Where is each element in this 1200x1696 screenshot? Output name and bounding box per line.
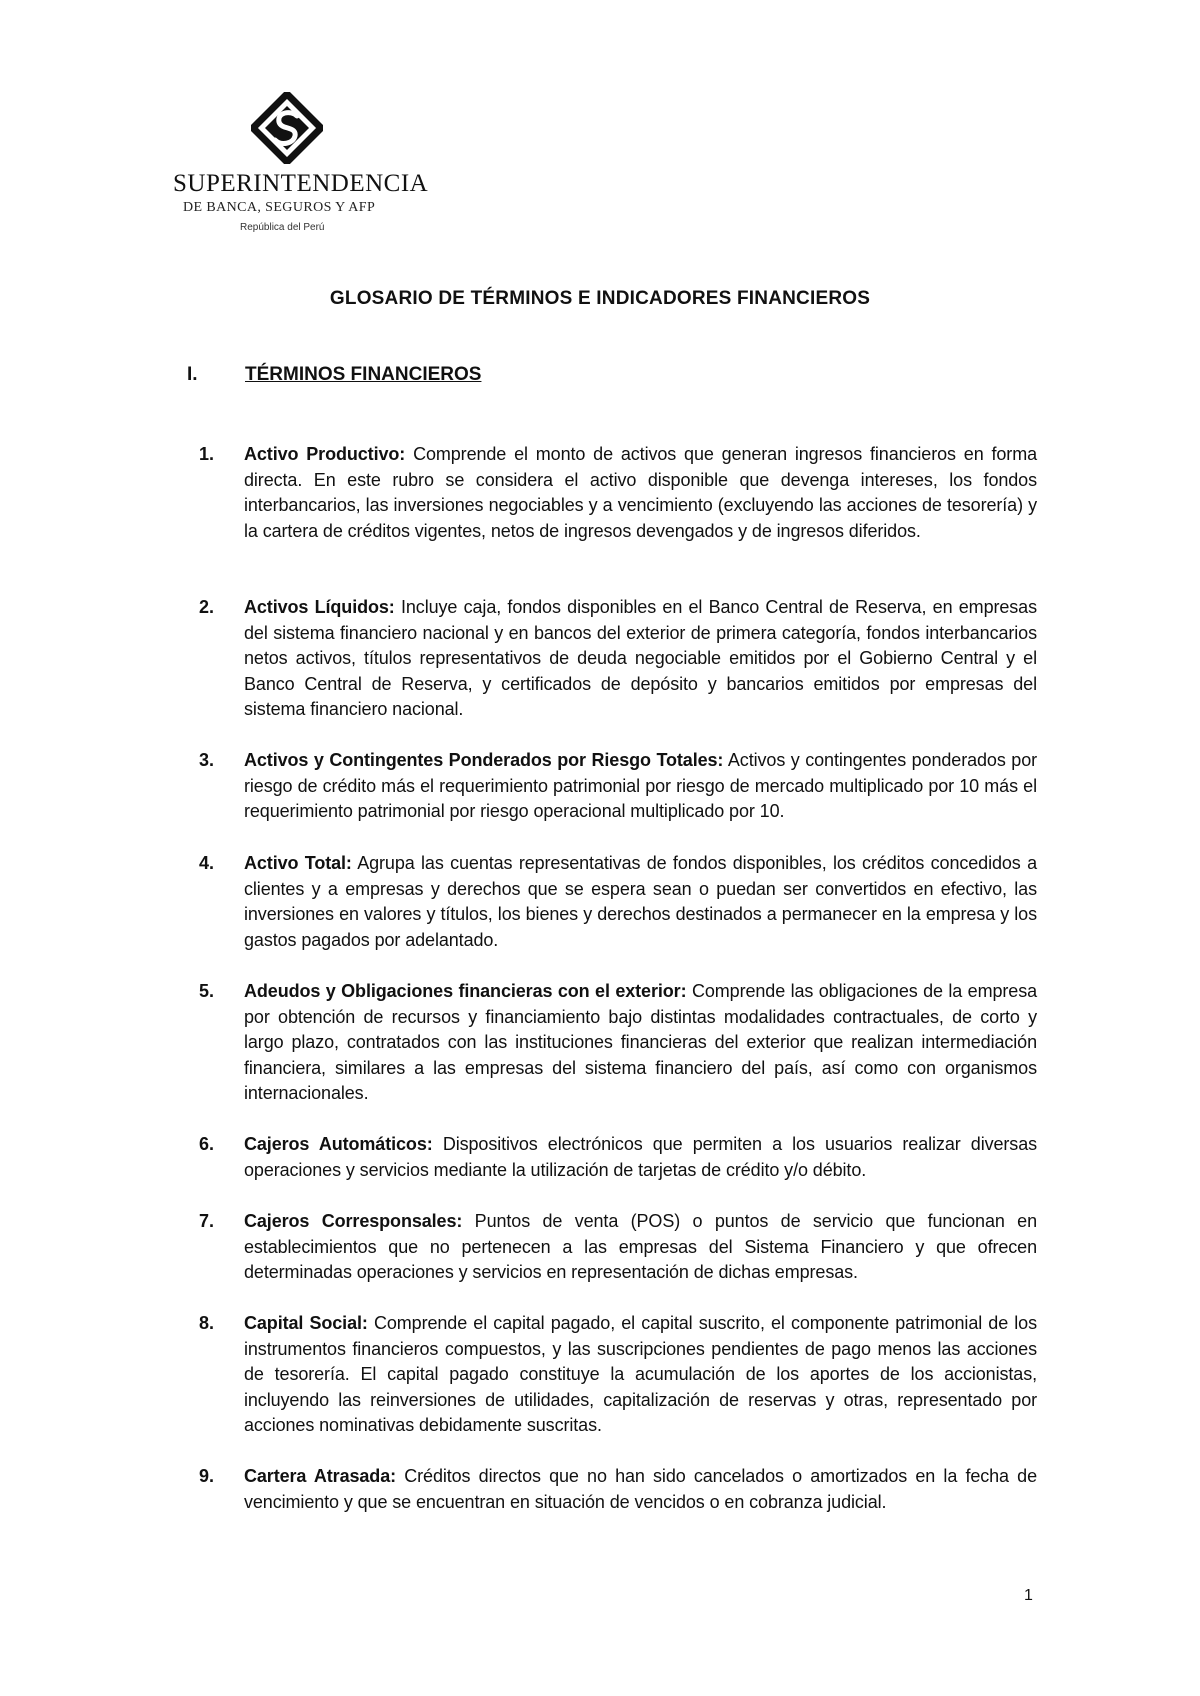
- term-name: Cajeros Corresponsales:: [244, 1211, 463, 1231]
- term-body: [244, 442, 1037, 544]
- term-name: Cartera Atrasada:: [244, 1466, 397, 1486]
- term-body: [244, 1464, 1037, 1515]
- logo-country: República del Perú: [240, 222, 325, 233]
- section-title: TÉRMINOS FINANCIEROS: [245, 364, 482, 385]
- term-definition: Agrupa las cuentas representativas de fondos disponibles, los créditos concedidos a clientes y a empresas y derechos que se espera sean o puedan ser convertidos en efectivo, las inversiones en valores y títulos, los bienes y derechos destinados a permanecer en la empresa y los gastos pagados por adelantado.: [244, 853, 1037, 950]
- term-number: 8.: [199, 1313, 215, 1333]
- term-number: 6.: [199, 1134, 215, 1154]
- logo-subtitle: DE BANCA, SEGUROS Y AFP: [183, 200, 376, 215]
- document-title: GLOSARIO DE TÉRMINOS E INDICADORES FINANCIEROS: [329, 288, 871, 309]
- term-number: 1.: [199, 444, 215, 464]
- term-body: [244, 1132, 1037, 1183]
- term-body: [244, 979, 1037, 1107]
- section-number: I.: [187, 364, 198, 385]
- term-definition: Puntos de venta (POS) o puntos de servicio que funcionan en establecimientos que no pertenecen a las empresas del Sistema Financiero y que ofrecen determinadas operaciones y servicios en representación de dichas empresas.: [244, 1211, 1037, 1282]
- term-number: 9.: [199, 1466, 215, 1486]
- page-number: 1: [1024, 1587, 1033, 1604]
- term-number: 7.: [199, 1211, 215, 1231]
- term-number: 2.: [199, 597, 215, 617]
- logo-name: SUPERINTENDENCIA: [173, 170, 429, 197]
- term-name: Activo Total:: [244, 853, 352, 873]
- term-definition: Activos y contingentes ponderados por riesgo de crédito más el requerimiento patrimonial por riesgo de mercado multiplicado por 10 más el requerimiento patrimonial por riesgo operacional multiplicado por 10.: [244, 750, 1037, 821]
- term-name: Adeudos y Obligaciones financieras con el exterior:: [244, 981, 687, 1001]
- sbs-logo: [173, 92, 429, 242]
- term-body: [244, 748, 1037, 825]
- term-definition: Comprende el capital pagado, el capital suscrito, el componente patrimonial de los instrumentos financieros compuestos, y las suscripciones pendientes de pago menos las acciones de tesorería. El capital pagado constituye la acumulación de los aportes de los accionistas, incluyendo las reinversiones de utilidades, capitalización de reservas y otras, representado por acciones nominativas debidamente suscritas.: [244, 1313, 1037, 1435]
- term-definition: Comprende las obligaciones de la empresa por obtención de recursos y financiamiento bajo distintas modalidades contractuales, de corto y largo plazo, contratados con las instituciones financieras del exterior que realizan intermediación financiera, similares a las empresas del sistema financiero del país, así como con organismos internacionales.: [244, 981, 1038, 1103]
- term-name: Capital Social:: [244, 1313, 368, 1333]
- sbs-emblem-icon: [251, 92, 323, 164]
- term-definition: Dispositivos electrónicos que permiten a los usuarios realizar diversas operaciones y servicios mediante la utilización de tarjetas de crédito y/o débito.: [244, 1134, 1038, 1180]
- term-body: [244, 1311, 1037, 1439]
- term-definition: Créditos directos que no han sido cancelados o amortizados en la fecha de vencimiento y que se encuentran en situación de vencidos o en cobranza judicial.: [244, 1466, 1038, 1512]
- term-name: Activo Productivo:: [244, 444, 406, 464]
- term-body: [244, 851, 1037, 953]
- term-definition: Incluye caja, fondos disponibles en el Banco Central de Reserva, en empresas del sistema financiero nacional y en bancos del exterior de primera categoría, fondos interbancarios netos activos, títulos representativos de deuda negociable emitidos por el Gobierno Central y el Banco Central de Reserva, y certificados de depósito y bancarios emitidos por empresas del sistema financiero nacional.: [244, 597, 1037, 719]
- term-number: 3.: [199, 750, 215, 770]
- term-definition: Comprende el monto de activos que generan ingresos financieros en forma directa. En este rubro se considera el activo disponible que devenga intereses, los fondos interbancarios, las inversiones negociables y a vencimiento (excluyendo las acciones de tesorería) y la cartera de créditos vigentes, netos de ingresos devengados y de ingresos diferidos.: [244, 444, 1037, 541]
- term-body: [244, 1209, 1037, 1286]
- term-number: 5.: [199, 981, 215, 1001]
- term-name: Activos Líquidos:: [244, 597, 395, 617]
- term-name: Cajeros Automáticos:: [244, 1134, 433, 1154]
- term-number: 4.: [199, 853, 215, 873]
- term-name: Activos y Contingentes Ponderados por Riesgo Totales:: [244, 750, 724, 770]
- term-body: [244, 595, 1037, 723]
